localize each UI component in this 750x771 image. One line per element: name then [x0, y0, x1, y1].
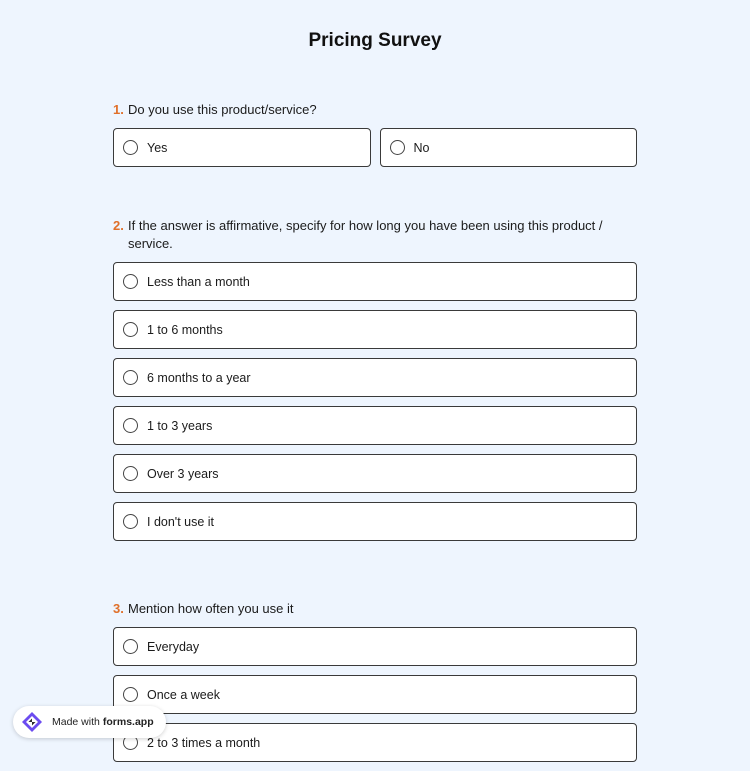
option-yes[interactable]	[113, 128, 371, 167]
option-everyday[interactable]	[113, 627, 637, 666]
option-label: Over 3 years	[147, 466, 219, 481]
option-label: Less than a month	[147, 274, 250, 289]
made-with-badge[interactable]	[13, 706, 166, 738]
question-1	[113, 101, 637, 176]
option-less-than-a-month[interactable]	[113, 262, 637, 301]
option-1-to-6-months[interactable]	[113, 310, 637, 349]
question-1-options	[113, 128, 637, 176]
question-number: 3.	[113, 601, 124, 616]
question-text: If the answer is affirmative, specify for how long you have been using this product / service.	[128, 218, 603, 251]
question-3-options	[113, 627, 637, 762]
radio-button[interactable]	[390, 140, 405, 155]
question-number: 1.	[113, 102, 124, 117]
option-label: No	[413, 140, 430, 155]
option-6-months-to-a-year[interactable]	[113, 358, 637, 397]
forms-app-logo-icon	[20, 710, 44, 734]
badge-brand: forms.app	[102, 716, 154, 728]
option-label: I don't use it	[147, 514, 215, 529]
page-title: Pricing Survey	[308, 30, 442, 51]
question-1-label	[113, 101, 637, 119]
radio-button[interactable]	[123, 140, 138, 155]
question-text: Mention how often you use it	[128, 601, 294, 616]
option-label: 6 months to a year	[147, 370, 251, 385]
radio-button[interactable]	[123, 370, 138, 385]
option-once-a-week[interactable]	[113, 675, 637, 714]
question-number: 2.	[113, 218, 124, 233]
option-label: 2 to 3 times a month	[147, 735, 261, 750]
option-label: Yes	[147, 140, 168, 155]
option-label: Once a week	[147, 687, 220, 702]
option-label: 1 to 6 months	[147, 322, 223, 337]
option-i-dont-use-it[interactable]	[113, 502, 637, 541]
radio-button[interactable]	[123, 514, 138, 529]
question-3	[113, 600, 637, 771]
option-2-to-3-times-a-month[interactable]	[113, 723, 637, 762]
badge-prefix: Made with	[52, 716, 100, 728]
option-no[interactable]	[380, 128, 638, 167]
option-label: 1 to 3 years	[147, 418, 213, 433]
radio-button[interactable]	[123, 687, 138, 702]
question-text: Do you use this product/service?	[128, 102, 317, 117]
radio-button[interactable]	[123, 274, 138, 289]
option-1-to-3-years[interactable]	[113, 406, 637, 445]
question-2-label	[113, 217, 637, 253]
option-label: Everyday	[147, 639, 200, 654]
option-over-3-years[interactable]	[113, 454, 637, 493]
radio-button[interactable]	[123, 418, 138, 433]
question-2	[113, 217, 637, 550]
radio-button[interactable]	[123, 322, 138, 337]
radio-button[interactable]	[123, 639, 138, 654]
radio-button[interactable]	[123, 466, 138, 481]
question-2-options	[113, 262, 637, 541]
question-3-label	[113, 600, 637, 618]
